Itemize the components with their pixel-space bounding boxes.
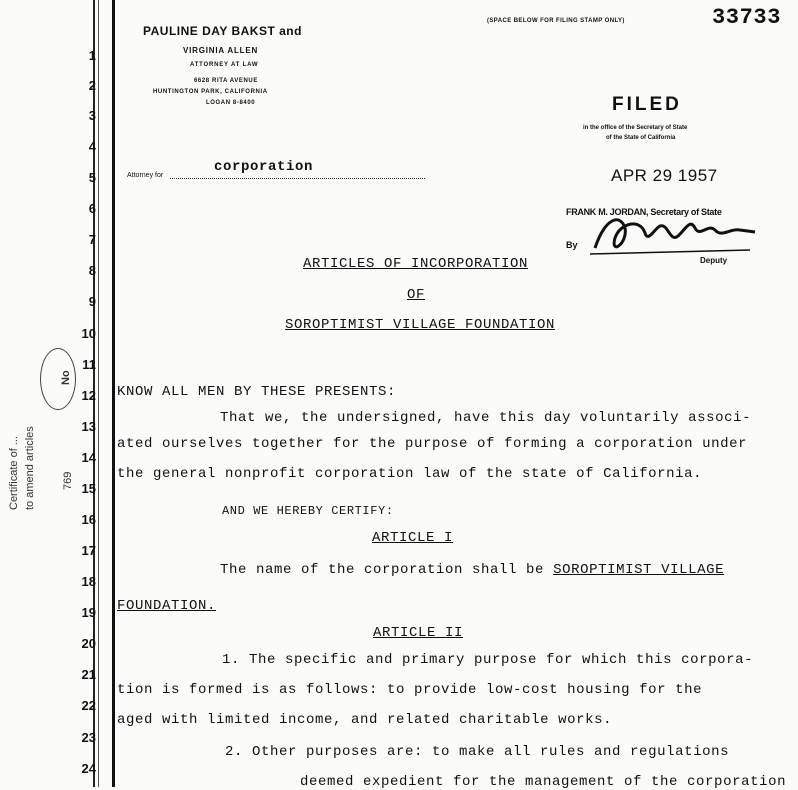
line-number: 19 [81, 605, 96, 620]
line-number: 22 [81, 698, 96, 713]
secretary-of-state: FRANK M. JORDAN, Secretary of State [566, 207, 722, 217]
line-number: 5 [88, 170, 96, 185]
article1-prefix: The name of the corporation shall be [220, 562, 554, 578]
line-number: 2 [88, 78, 96, 93]
filed-office-line2: of the State of California [606, 135, 676, 141]
margin-note-line2: to amend articles [24, 426, 36, 510]
title-line2: OF [407, 287, 426, 303]
line-number: 12 [81, 388, 96, 403]
address-line2: HUNTINGTON PARK, CALIFORNIA [153, 89, 268, 95]
line-number: 3 [88, 108, 96, 123]
document-number: 33733 [712, 5, 782, 30]
line-number: 7 [88, 232, 96, 247]
line-number: 24 [81, 761, 96, 776]
line-number: 4 [88, 139, 96, 154]
margin-circle [40, 348, 76, 410]
line-number: 11 [82, 357, 96, 372]
deputy-label: Deputy [700, 256, 728, 265]
article2-p1-line3: aged with limited income, and related charitable works. [117, 712, 613, 728]
certify-line: AND WE HEREBY CERTIFY: [222, 504, 394, 518]
line-number: 17 [81, 543, 96, 558]
line-number: 21 [81, 667, 96, 682]
article1-name-part2: FOUNDATION. [117, 598, 217, 614]
line-number: 14 [81, 450, 96, 465]
article2-p1-line2: tion is formed is as follows: to provide low-cost housing for the [117, 682, 703, 698]
title-line3: SOROPTIMIST VILLAGE FOUNDATION [285, 317, 556, 333]
line-number: 13 [81, 419, 96, 434]
attorney-for-label: Attorney for [127, 172, 164, 179]
article2-heading: ARTICLE II [373, 625, 464, 641]
address-line1: 6628 RITA AVENUE [194, 78, 258, 84]
attorney-name-line1: PAULINE DAY BAKST and [143, 24, 302, 38]
filed-date: APR 29 1957 [611, 166, 718, 185]
line-number: 9 [88, 294, 96, 309]
filed-label: FILED [612, 94, 682, 115]
attorney-for-value: corporation [214, 159, 314, 175]
preamble: KNOW ALL MEN BY THESE PRESENTS: [117, 384, 397, 400]
article1-line1 [220, 562, 724, 578]
margin-note-line1: Certificate of ... [8, 436, 20, 510]
line-number: 16 [81, 512, 96, 527]
title-line1: ARTICLES OF INCORPORATION [303, 256, 529, 272]
article2-p2-line2: deemed expedient for the management of the corporation [300, 774, 787, 790]
line-number: 10 [81, 326, 96, 341]
margin-note-no: No [60, 370, 72, 385]
attorney-for-line [170, 178, 425, 179]
margin-note-ref: 769 [62, 471, 74, 490]
para1-line1: That we, the undersigned, have this day voluntarily associ- [220, 410, 752, 426]
line-number: 18 [81, 574, 96, 589]
article2-p2-line1: 2. Other purposes are: to make all rules and regulations [225, 744, 730, 760]
line-number: 20 [81, 636, 96, 651]
para1-line2: ated ourselves together for the purpose of forming a corporation under [117, 436, 748, 452]
attorney-name-line2: VIRGINIA ALLEN [183, 46, 259, 55]
line-number: 6 [88, 201, 96, 216]
line-number: 23 [81, 730, 96, 745]
para1-line3: the general nonprofit corporation law of the state of California. [117, 466, 703, 482]
deputy-signature [590, 208, 760, 263]
margin-rule-middle [98, 0, 99, 787]
line-number: 8 [88, 263, 96, 278]
line-number: 15 [81, 481, 96, 496]
filing-space-note: (SPACE BELOW FOR FILING STAMP ONLY) [487, 18, 625, 24]
line-number: 1 [88, 48, 96, 63]
article1-name-part1: SOROPTIMIST VILLAGE [553, 562, 725, 578]
attorney-title: ATTORNEY AT LAW [190, 62, 259, 68]
article1-heading: ARTICLE I [372, 530, 454, 546]
filed-office-line1: in the office of the Secretary of State [583, 125, 688, 131]
margin-rule-right [112, 0, 115, 787]
article2-p1-line1: 1. The specific and primary purpose for which this corpora- [222, 652, 754, 668]
phone: LOGAN 8-8400 [206, 100, 256, 106]
by-label: By [566, 240, 578, 250]
